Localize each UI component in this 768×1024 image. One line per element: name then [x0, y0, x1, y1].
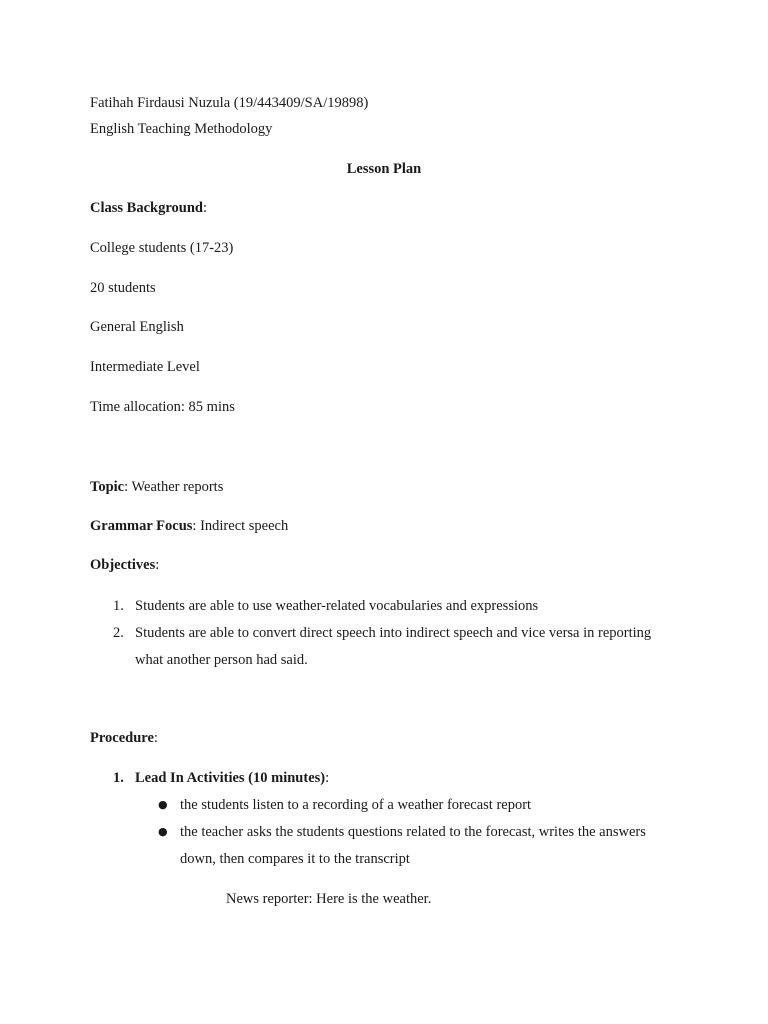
procedure-bullet-text: the teacher asks the students questions related to the forecast, writes the answers [180, 824, 646, 840]
topic-line [90, 478, 223, 496]
objectives-heading [90, 556, 159, 574]
procedure-heading [90, 729, 158, 747]
class-background-label: Class Background [90, 200, 203, 216]
objectives-label: Objectives [90, 557, 156, 573]
procedure-step-title-text: Lead In Activities (10 minutes) [135, 770, 326, 786]
objective-number: 1. [113, 598, 124, 614]
procedure-bullet-text-continued: down, then compares it to the transcript [180, 851, 410, 867]
course-line: English Teaching Methodology [90, 121, 273, 137]
objective-text: Students are able to use weather-related vocabularies and expressions [135, 598, 539, 614]
grammar-focus-line [90, 517, 288, 535]
topic-label: Topic [90, 479, 125, 495]
bullet-icon: ● [158, 798, 168, 811]
objective-text: Students are able to convert direct speech into indirect speech and vice versa in reporting [135, 625, 652, 641]
procedure-step-colon: : [325, 770, 330, 786]
transcript-line: News reporter: Here is the weather. [226, 891, 432, 907]
procedure-label: Procedure [90, 730, 154, 746]
class-background-item: 20 students [90, 280, 156, 296]
topic-value: : Weather reports [124, 479, 224, 495]
grammar-focus-value: : Indirect speech [192, 518, 289, 534]
procedure-step-number: 1. [113, 770, 124, 786]
procedure-bullet-text: the students listen to a recording of a weather forecast report [180, 797, 532, 813]
class-background-heading [90, 199, 207, 217]
procedure-step-title [135, 769, 329, 787]
class-background-item: General English [90, 319, 184, 335]
grammar-focus-label: Grammar Focus [90, 518, 193, 534]
bullet-icon: ● [158, 825, 168, 838]
objectives-colon: : [155, 557, 160, 573]
class-background-item: Intermediate Level [90, 359, 200, 375]
objective-text-continued: what another person had said. [135, 652, 308, 668]
procedure-colon: : [153, 730, 158, 746]
document-title: Lesson Plan [346, 161, 422, 177]
class-background-item: Time allocation: 85 mins [90, 399, 235, 415]
objective-number: 2. [113, 625, 124, 641]
class-background-colon: : [202, 200, 207, 216]
class-background-item: College students (17-23) [90, 240, 234, 256]
author-line: Fatihah Firdausi Nuzula (19/443409/SA/19898) [90, 95, 369, 111]
